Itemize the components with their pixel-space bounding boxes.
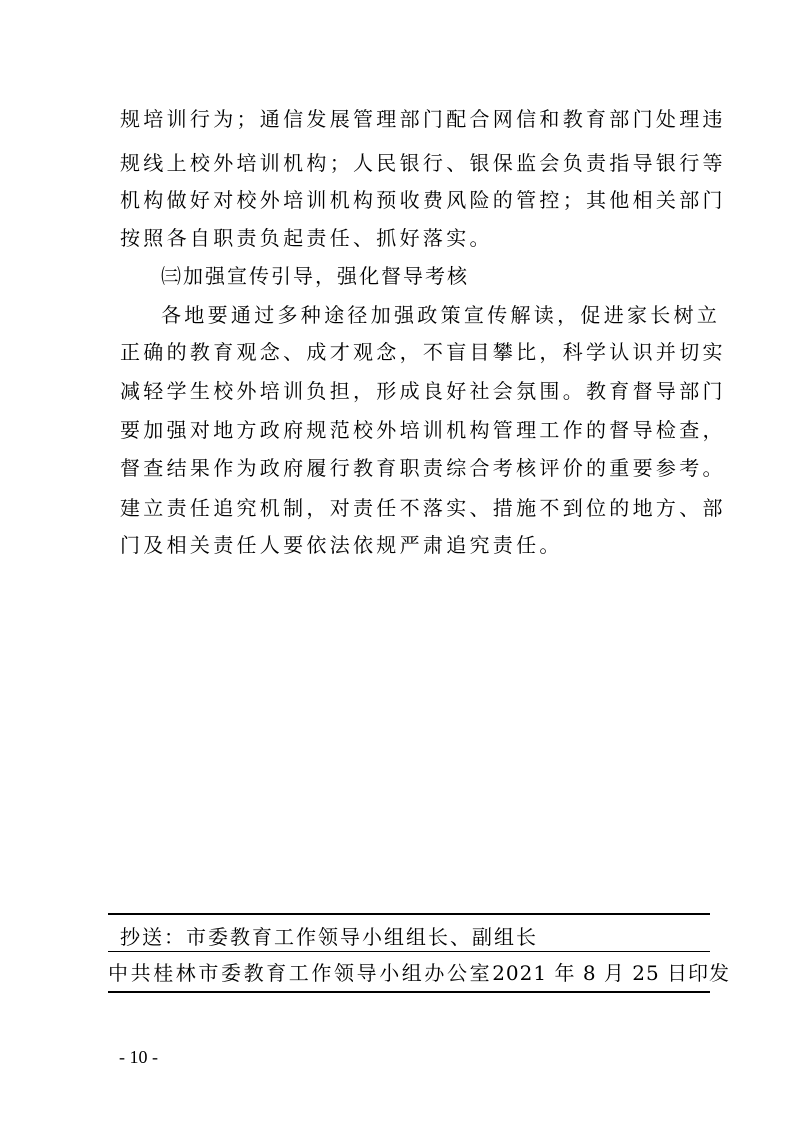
section-heading: ㈢加强宣传引导，强化督导考核 bbox=[161, 264, 469, 288]
paragraph-line: 各地要通过多种途径加强政策宣传解读，促进家长树立 bbox=[161, 303, 721, 327]
paragraph-line: 减轻学生校外培训负担，形成良好社会氛围。教育督导部门 bbox=[120, 379, 726, 403]
paragraph-line: 正确的教育观念、成才观念，不盲目攀比，科学认识并切实 bbox=[120, 340, 726, 364]
paragraph-line: 门及相关责任人要依法依规严肃追究责任。 bbox=[120, 533, 563, 557]
footer-top-rule bbox=[108, 913, 710, 915]
paragraph-line: 建立责任追究机制，对责任不落实、措施不到位的地方、部 bbox=[120, 496, 726, 520]
paragraph-line: 督查结果作为政府履行教育职责综合考核评价的重要参考。 bbox=[120, 456, 726, 480]
paragraph-line: 按照各自职责负起责任、抓好落实。 bbox=[120, 226, 493, 250]
paragraph-line: 规线上校外培训机构；人民银行、银保监会负责指导银行等 bbox=[120, 151, 726, 175]
issuer-name: 中共桂林市委教育工作领导小组办公室 bbox=[108, 961, 493, 985]
footer-bottom-rule bbox=[108, 991, 710, 993]
cc-recipients: 抄送：市委教育工作领导小组组长、副组长 bbox=[120, 925, 538, 949]
issue-date: 2021 年 8 月 25 日印发 bbox=[492, 961, 731, 985]
paragraph-line: 机构做好对校外培训机构预收费风险的管控；其他相关部门 bbox=[120, 188, 726, 212]
paragraph-line: 要加强对地方政府规范校外培训机构管理工作的督导检查， bbox=[120, 418, 726, 442]
page-number: - 10 - bbox=[119, 1047, 158, 1067]
issuer-line bbox=[108, 961, 731, 985]
footer-middle-rule bbox=[108, 951, 710, 952]
paragraph-line: 规培训行为；通信发展管理部门配合网信和教育部门处理违 bbox=[120, 107, 726, 131]
